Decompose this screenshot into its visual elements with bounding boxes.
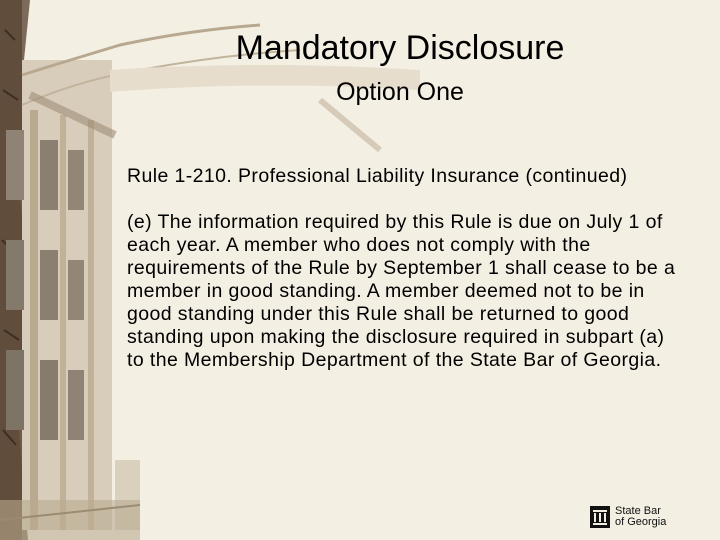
logo-line-2: of Georgia <box>615 516 667 528</box>
slide-subtitle: Option One <box>336 78 464 106</box>
rule-heading-paragraph: Rule 1-210. Professional Liability Insurance (continued) <box>127 165 628 187</box>
state-bar-emblem-icon <box>590 506 610 528</box>
logo-line-1: State Bar <box>615 505 661 517</box>
slide-body <box>127 165 687 395</box>
rule-text-paragraph: (e) The information required by this Rule is due on July 1 of each year. A member who does not comply with the requirements of the Rule by September 1 shall cease to be a member in good standing. A member deemed not to be in good standing under this Rule shall be returned to good standing upon making the disclosure required in subpart (a) to the Membership Department of the State Bar of Georgia. <box>127 211 676 371</box>
slide-title: Mandatory Disclosure <box>235 29 565 67</box>
state-bar-logo <box>590 503 710 531</box>
